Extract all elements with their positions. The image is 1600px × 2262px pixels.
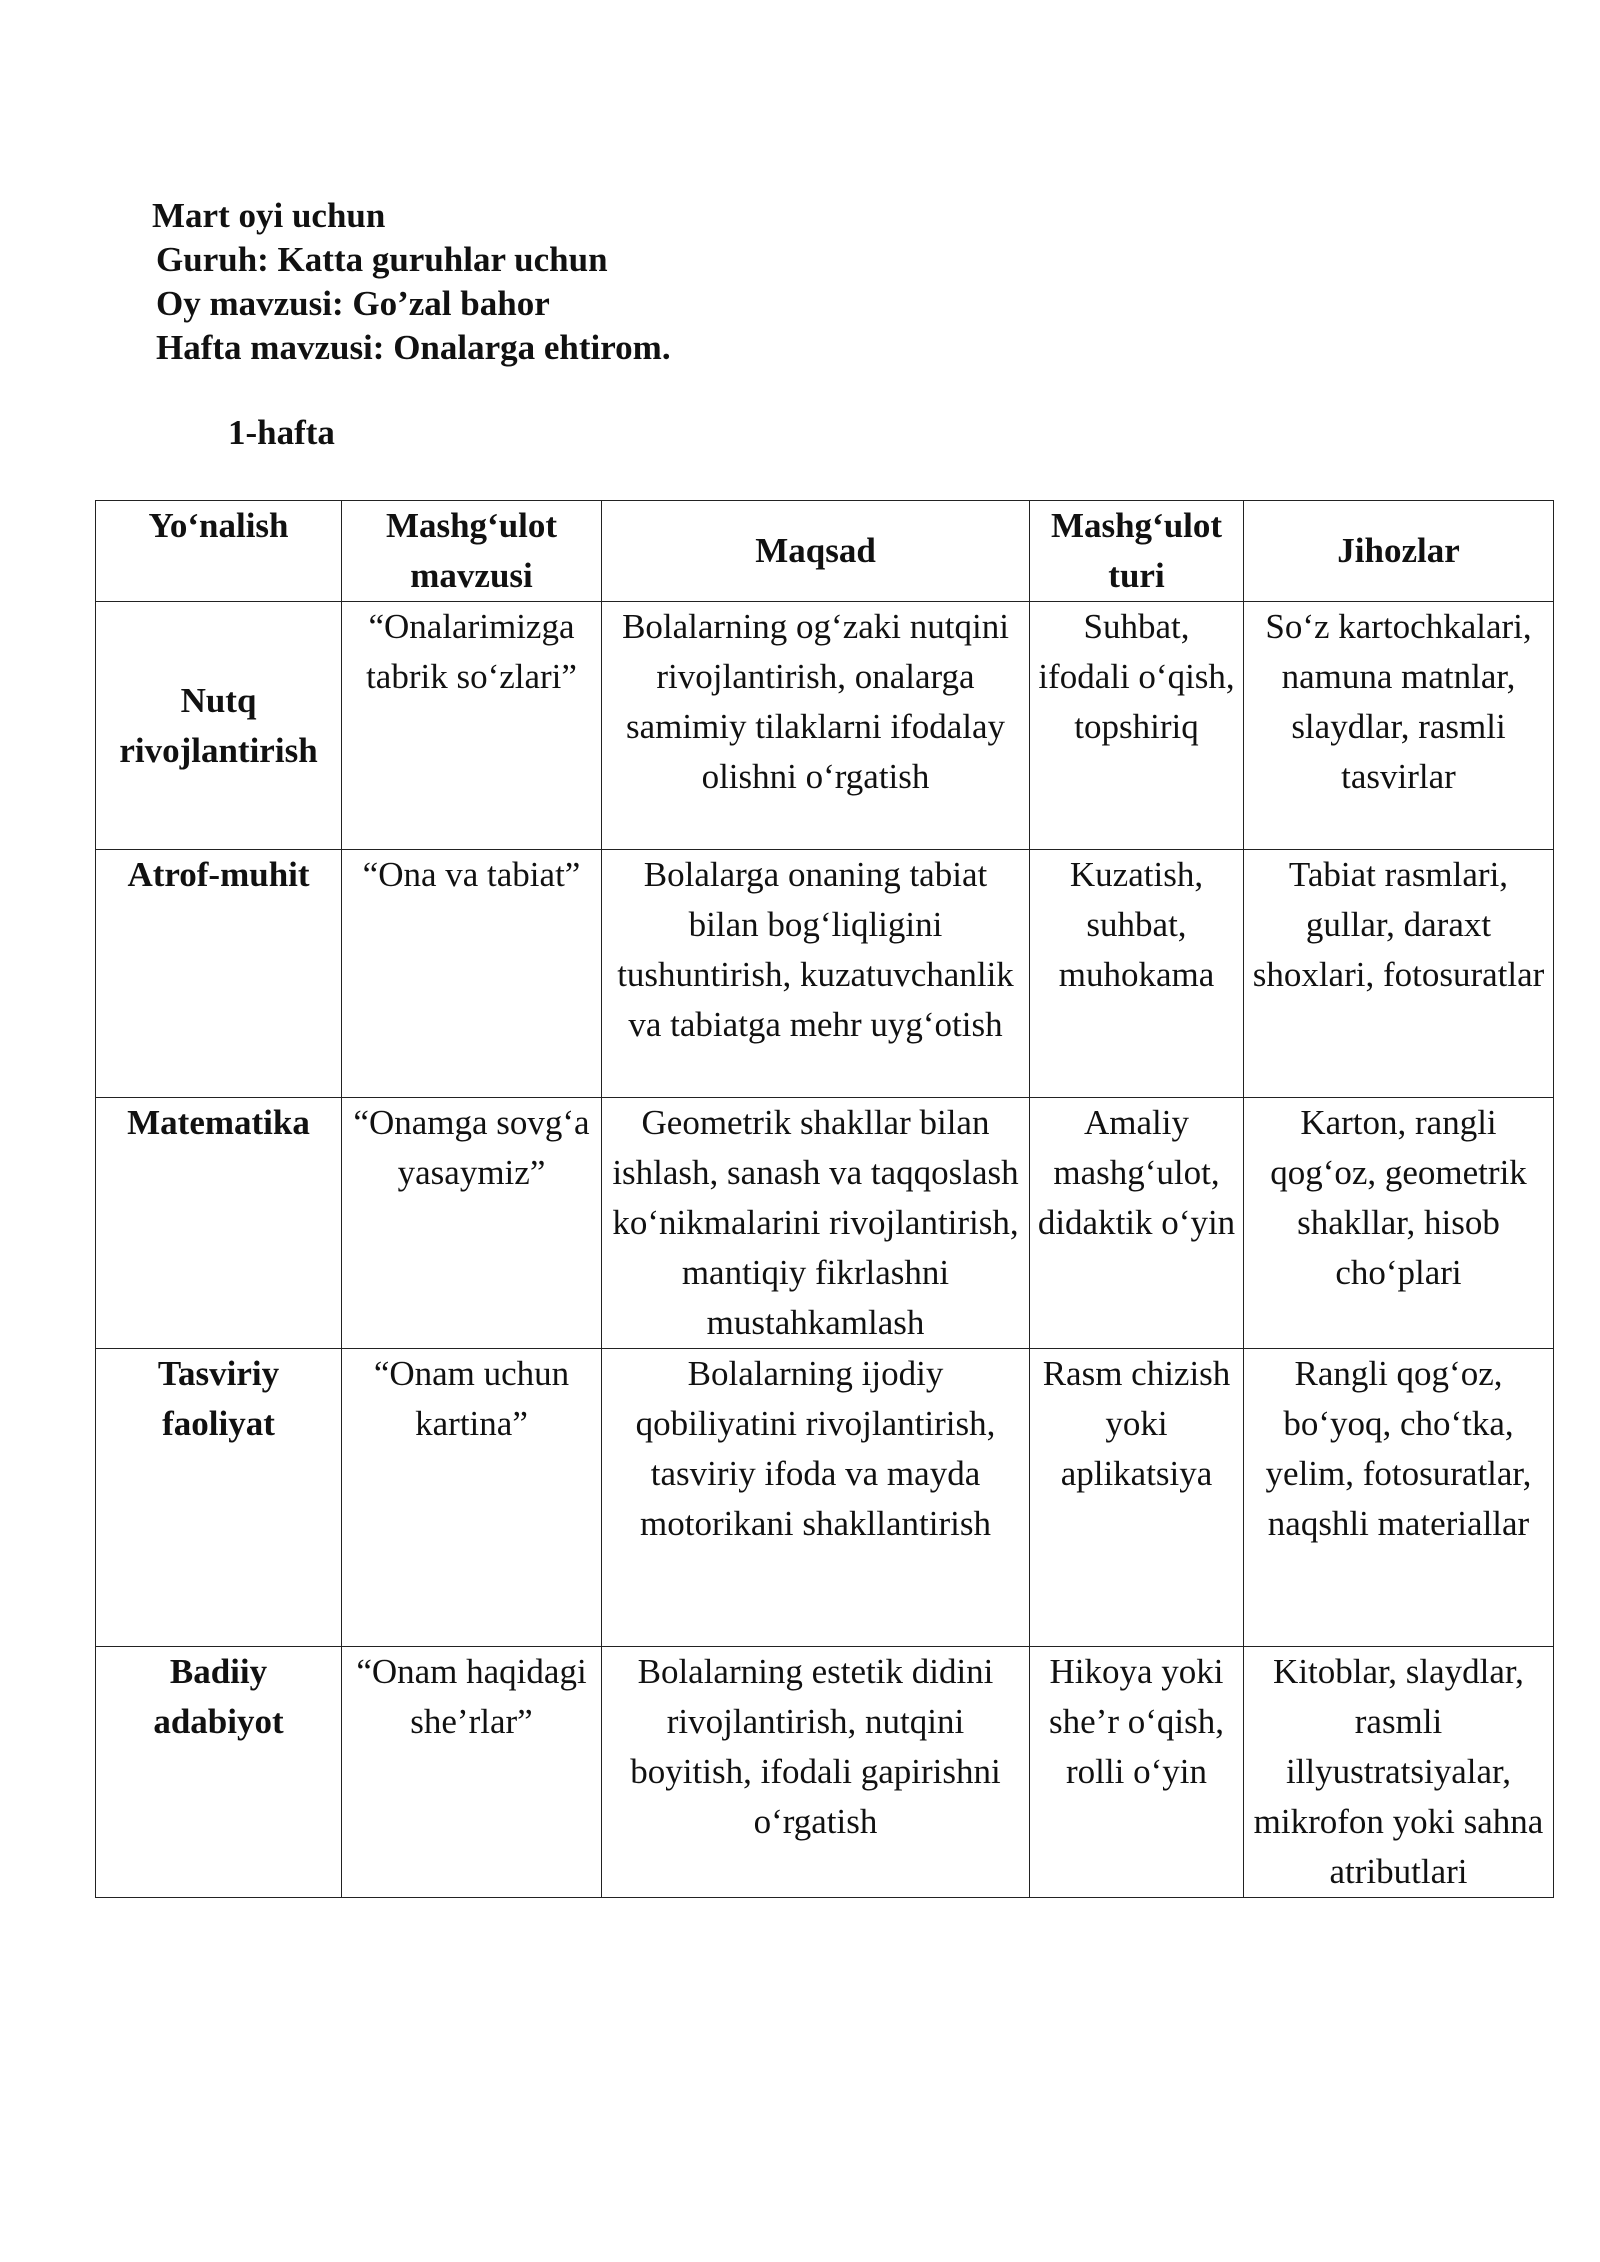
- cell-direction: Matematika: [96, 1098, 342, 1349]
- lesson-plan-table: [95, 500, 1554, 1898]
- cell-direction: Nutq rivojlantirish: [96, 602, 342, 850]
- column-header-equipment: Jihozlar: [1244, 501, 1554, 602]
- cell-equipment: Kitoblar, slaydlar, rasmli illyustratsiyalar, mikrofon yoki sahna atributlari: [1244, 1647, 1554, 1898]
- cell-type: Suhbat, ifodali o‘qish, topshiriq: [1030, 602, 1244, 850]
- document-header: [152, 194, 671, 370]
- table-row: [96, 602, 1554, 850]
- week-theme-line: Hafta mavzusi: Onalarga ehtirom.: [156, 328, 671, 367]
- cell-type: Hikoya yoki she’r o‘qish, rolli o‘yin: [1030, 1647, 1244, 1898]
- cell-direction: Badiiy adabiyot: [96, 1647, 342, 1898]
- month-line: Mart oyi uchun: [152, 196, 386, 235]
- column-header-goal: Maqsad: [602, 501, 1030, 602]
- cell-goal: Bolalarning ijodiy qobiliyatini rivojlantirish, tasviriy ifoda va mayda motorikani shakllantirish: [602, 1349, 1030, 1647]
- cell-topic: “Ona va tabiat”: [342, 850, 602, 1098]
- cell-goal: Bolalarga onaning tabiat bilan bog‘liqligini tushuntirish, kuzatuvchanlik va tabiatga mehr uyg‘otish: [602, 850, 1030, 1098]
- cell-topic: “Onam haqidagi she’rlar”: [342, 1647, 602, 1898]
- group-line: Guruh: Katta guruhlar uchun: [156, 240, 608, 279]
- cell-topic: “Onam uchun kartina”: [342, 1349, 602, 1647]
- week-label: 1-hafta: [228, 413, 335, 452]
- cell-direction: Atrof-muhit: [96, 850, 342, 1098]
- table-header-row: [96, 501, 1554, 602]
- cell-type: Rasm chizish yoki aplikatsiya: [1030, 1349, 1244, 1647]
- cell-goal: Bolalarning og‘zaki nutqini rivojlantirish, onalarga samimiy tilaklarni ifodalay olishni o‘rgatish: [602, 602, 1030, 850]
- cell-goal: Geometrik shakllar bilan ishlash, sanash va taqqoslash ko‘nikmalarini rivojlantirish, mantiqiy fikrlashni mustahkamlash: [602, 1098, 1030, 1349]
- cell-topic: “Onamga sovg‘a yasaymiz”: [342, 1098, 602, 1349]
- cell-topic: “Onalarimizga tabrik so‘zlari”: [342, 602, 602, 850]
- cell-equipment: Karton, rangli qog‘oz, geometrik shakllar, hisob cho‘plari: [1244, 1098, 1554, 1349]
- cell-goal: Bolalarning estetik didini rivojlantirish, nutqini boyitish, ifodali gapirishni o‘rgatish: [602, 1647, 1030, 1898]
- cell-type: Kuzatish, suhbat, muhokama: [1030, 850, 1244, 1098]
- cell-equipment: Tabiat rasmlari, gullar, daraxt shoxlari, fotosuratlar: [1244, 850, 1554, 1098]
- month-theme-line: Oy mavzusi: Go’zal bahor: [156, 284, 550, 323]
- table-row: [96, 1647, 1554, 1898]
- column-header-direction: Yo‘nalish: [96, 501, 342, 602]
- cell-equipment: So‘z kartochkalari, namuna matnlar, slaydlar, rasmli tasvirlar: [1244, 602, 1554, 850]
- table-row: [96, 1098, 1554, 1349]
- cell-type: Amaliy mashg‘ulot, didaktik o‘yin: [1030, 1098, 1244, 1349]
- column-header-type: Mashg‘ulot turi: [1030, 501, 1244, 602]
- column-header-topic: Mashg‘ulot mavzusi: [342, 501, 602, 602]
- cell-equipment: Rangli qog‘oz, bo‘yoq, cho‘tka, yelim, fotosuratlar, naqshli materiallar: [1244, 1349, 1554, 1647]
- table-row: [96, 1349, 1554, 1647]
- cell-direction: Tasviriy faoliyat: [96, 1349, 342, 1647]
- table-row: [96, 850, 1554, 1098]
